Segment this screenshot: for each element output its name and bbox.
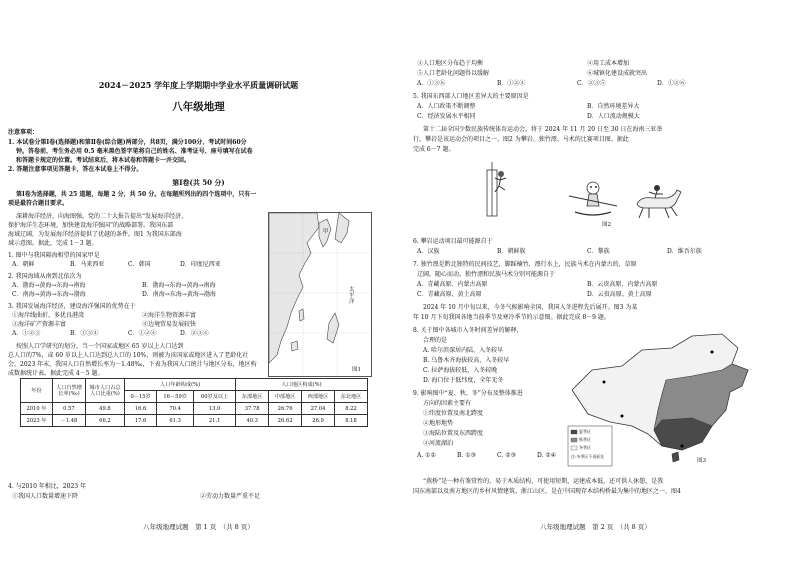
note-line: 2. 答题注意事项见答题卡，答在本试卷上不得分。 (8, 166, 143, 173)
table-row (21, 403, 368, 415)
china-season-map (562, 330, 768, 470)
option: B．马来西亚 (70, 261, 105, 268)
instructions: 第Ⅰ卷为选择题，共 25 道题，每题 2 分，共 50 分。在每题所列出的四个选项中，只有一 (16, 191, 257, 198)
option: D．印度尼西亚 (180, 261, 221, 268)
option: A．青藏高原、内蒙古高原 (417, 281, 488, 288)
table-cell: 0.57 (52, 403, 85, 415)
question-8-continued: 合理的是 (423, 337, 448, 344)
option: C．②③⑤ (577, 80, 606, 87)
subheader: 60岁及以上 (194, 391, 236, 403)
population-table (20, 378, 368, 427)
statement: ⑤人口老龄化问题得以缓解 (417, 70, 490, 77)
intro-text: “燕桥”是一种有鉴赏性的，易于木质结构，可使用短期，运建成本低，还可供人休憩，是我 (423, 478, 664, 485)
table-cell: 13.0 (194, 403, 236, 415)
notes-header: 注意事项： (8, 129, 39, 136)
table-cell: 49.8 (85, 403, 124, 415)
intro-text: 完成 6－7 题。 (413, 146, 455, 153)
legend-note: 注:冬季区不再标注 (571, 454, 605, 459)
statement: ②海洋生物资源丰富 (142, 312, 197, 319)
table-cell: 37.78 (236, 403, 269, 415)
option: C．经济发展水平相同 (417, 113, 476, 120)
option: C. 拉萨海拔较低，入冬较晚 (423, 367, 498, 374)
statement: ④河流湖泊 (423, 440, 454, 447)
question-6: 6. 攀岩运动项目最可能源自于 (413, 238, 493, 245)
intro-text: 总人口的7%，或 60 岁以上人口达到总人口的 10%，则被为该国家或地区进入了老龄化社 (8, 352, 249, 359)
intro-text: 第十二届全国少数民族传统体育运动会，将于 2024 年 11 月 20 日至 30 日在海南三亚举 (423, 126, 663, 133)
intro-text: 成数据统计表。据此完成 4－5 题。 (8, 370, 104, 377)
option: D．南海→东海→黄海→渤海 (142, 291, 216, 298)
question-4: 4. 与2010 年相比，2023 年 (8, 483, 86, 490)
table-cell: 26.76 (269, 403, 302, 415)
option: A．汉族 (417, 248, 440, 255)
table-cell: 61.3 (157, 415, 194, 427)
statement: ①海岸线曲折，多优良港湾 (12, 312, 85, 319)
option: B．①③④ (70, 330, 99, 337)
statement: ①纬度位置及南北跨度 (423, 410, 484, 417)
table-cell: 16.6 (124, 403, 156, 415)
table-cell: 8.18 (335, 415, 368, 427)
question-3: 3. 我国发展海洋经济，建设海洋强国的优势在于 (8, 303, 136, 310)
option: D. 海口位于低纬度，全年无冬 (423, 377, 504, 384)
table-row (21, 415, 368, 427)
subheader: 西部地区 (302, 391, 335, 403)
bamboo-drifting-illustration (565, 178, 621, 220)
subheader: 东部地区 (236, 391, 269, 403)
question-8: 8. 关于图中各城市入冬时间差异的解释， (413, 327, 523, 334)
option: A. 哈尔滨深居内陆，入冬较早 (423, 347, 504, 354)
subheader: 0－15岁 (124, 391, 156, 403)
legend-winter: 冬季区 (579, 445, 591, 450)
option: D．人口流动规模大 (587, 113, 640, 120)
table-cell: 26.9 (302, 415, 335, 427)
statement: ②地形地势 (423, 420, 454, 427)
option: C．南海→黄海→东海→渤海 (12, 291, 86, 298)
header-growth: 人口自然增长率(‰) (52, 379, 85, 403)
page-footer: 八年级地理试题 第 1 页 （共 8 页） (143, 523, 254, 531)
question-7-continued: 辽阔，随心而动。独竹漂和民族马术分别可能源自于 (417, 271, 556, 278)
option: A．朝鲜 (12, 261, 35, 268)
table-cell: 27.04 (302, 403, 335, 415)
option: A. ①② (417, 452, 436, 459)
table-cell: 2023 年 (21, 415, 53, 427)
question-1: 1. 图中与我国隔海相望的国家甲是 (8, 252, 100, 259)
statement: ④用工成本增加 (587, 60, 630, 67)
question-9-continued: 方向的因素主要有 (423, 400, 472, 407)
map-label-jia: 甲 (323, 229, 329, 235)
table-cell: 26.62 (269, 415, 302, 427)
option: D．云贵高原、黄土高原 (587, 291, 652, 298)
option: D．②③④ (180, 330, 209, 337)
map-label-pacific: 太平洋 (349, 287, 355, 305)
table-cell: 40.3 (236, 415, 269, 427)
option: B．自然环境差异大 (587, 103, 640, 110)
option: D．维吾尔族 (667, 248, 702, 255)
subject-title: 八年级地理 (172, 101, 225, 113)
question-5: 5. 我国东西部人口地区差异大的主要原因是 (413, 93, 529, 100)
header-region: 人口地区构成(%) (236, 379, 368, 391)
legend-summer: 夏季区 (579, 429, 591, 434)
figure-3-caption: 图3 (697, 458, 706, 464)
figure-1-caption: 图1 (352, 367, 361, 373)
section-title: 第Ⅰ卷(共 50 分) (172, 178, 225, 187)
legend-autumn: 秋季区 (579, 437, 591, 442)
rock-climbing-illustration (479, 160, 519, 218)
option: B. 乌鲁木齐海拔较高，入冬较早 (423, 357, 510, 364)
option: C．青藏高原、黄土高原 (417, 291, 482, 298)
option: B．云贵高原、内蒙古高原 (587, 281, 658, 288)
option: C. ②③ (497, 452, 516, 459)
statement: ⑥城镇化建设成就突出 (587, 70, 648, 77)
right-page (397, 0, 794, 562)
statement: ③海洋矿产资源丰富 (12, 321, 67, 328)
intro-text: 按照人口学研究的划分，当一个国家或地区 65 岁以上人口达到 (16, 343, 184, 350)
question-9: 9. 影响图中“夏、秋、冬”分布及整体推进 (413, 390, 523, 397)
figure-1-map (268, 212, 372, 377)
intro-text: 深耕海洋经济，向海图强。党的二十大报告提出“发展海洋经济， (16, 213, 188, 220)
option: D．①④⑥ (657, 80, 686, 87)
subheader: 东北地区 (335, 391, 368, 403)
instructions: 项是最符合题目要求。 (8, 200, 69, 207)
header-age: 人口年龄构成(%) (124, 379, 235, 391)
option: A．①②③ (12, 330, 41, 337)
note-line: 1. 本试卷分第Ⅰ卷(选择题)和第Ⅱ卷(综合题)两部分，共8页，满分100分，考试时间60分 (8, 139, 247, 146)
question-7: 7. 独竹漂是黔北独特的民间技艺，脚踩楠竹，漂行水上，民族马术在内蒙古的，草原 (413, 261, 637, 268)
table-cell: 66.2 (85, 415, 124, 427)
intro-text: 域示意图。据此，完成 1－3 题。 (8, 240, 98, 247)
option: B．渤海→东海→黄海→南海 (142, 282, 216, 289)
table-cell: 8.22 (335, 403, 368, 415)
header-year: 年份 (21, 379, 53, 403)
option: D. ②④ (537, 452, 557, 459)
figure-2-caption: 图2 (602, 222, 611, 228)
statement: ②劳动力数量严重不足 (200, 493, 261, 500)
option: C．①②④ (128, 330, 157, 337)
table-cell: 70.4 (157, 403, 194, 415)
option: B. ①③ (457, 452, 476, 459)
figure-3-china-map (562, 330, 768, 470)
option: A．①③⑥ (417, 80, 446, 87)
intro-text: 海域辽阔，为发展海洋经济提供了优越的条件。图1 为我国东部海 (8, 231, 182, 238)
option: C．黎族 (587, 248, 610, 255)
note-line: 和答题卡规定的位置。考试结束后，将本试卷和答题卡一并交回。 (16, 157, 191, 164)
intro-text: 年 10 月下旬我国各地当前季节及寒冷季节的示意图。据此完成 8－9 题。 (413, 314, 610, 321)
intro-text: 会。2023 年末，我国人口自然增长率为－1.48‰，下表为我国人口统计与地区分布，地区构 (8, 361, 257, 368)
option: C．韩国 (128, 261, 151, 268)
page-footer: 八年级地理试题 第 2 页 （共 8 页） (540, 523, 651, 531)
subheader: 16－59岁 (157, 391, 194, 403)
intro-text: 保护海洋生态环境，加快建设海洋强国”的战略部署。我国东部 (8, 222, 174, 229)
table-cell: －1.48 (52, 415, 85, 427)
option: B．朝鲜族 (497, 248, 526, 255)
statement: ③人口地区分布趋于均衡 (417, 60, 484, 67)
table-cell: 2010 年 (21, 403, 53, 415)
option: A．渤海→黄海→东海→南海 (12, 282, 86, 289)
option: B．①②④ (497, 80, 526, 87)
table-cell: 21.1 (194, 415, 236, 427)
header-urban: 城市人口占总人口比重(%) (85, 379, 124, 403)
statement: ①我国人口数量增速下降 (12, 493, 79, 500)
intro-text: 国东南部以及南方地区的乡村风情建筑。浙江山区，是在中国现存木结构桥最为集中的地区之一，图4 (413, 488, 681, 495)
question-2: 2. 我国海域从南到北依次为 (8, 273, 82, 280)
statement: ③海陆位置及东西跨度 (423, 430, 484, 437)
statement: ④边境贸易发展较快 (142, 321, 197, 328)
option: A．人口政策不断调整 (417, 103, 476, 110)
table-cell: 17.6 (124, 415, 156, 427)
intro-text: 2024 年 10 月中旬以来，今冬气候影响全国，我国入冬进程先后展开。图3 为某 (423, 304, 638, 311)
intro-text: 行，攀岩是该运动会的项目之一。图2 为攀岩、独竹漂、马术的比赛项目图。据此 (413, 136, 629, 143)
subheader: 中部地区 (269, 391, 302, 403)
exam-title: 2024－2025 学年度上学期期中学业水平质量调研试题 (98, 80, 299, 90)
horseback-riding-illustration (629, 182, 685, 222)
note-line: 钟。答卷前，考生务必用 0.5 毫米黑色签字笔将自己的姓名、准考证号、座号填写在试卷 (16, 148, 253, 155)
